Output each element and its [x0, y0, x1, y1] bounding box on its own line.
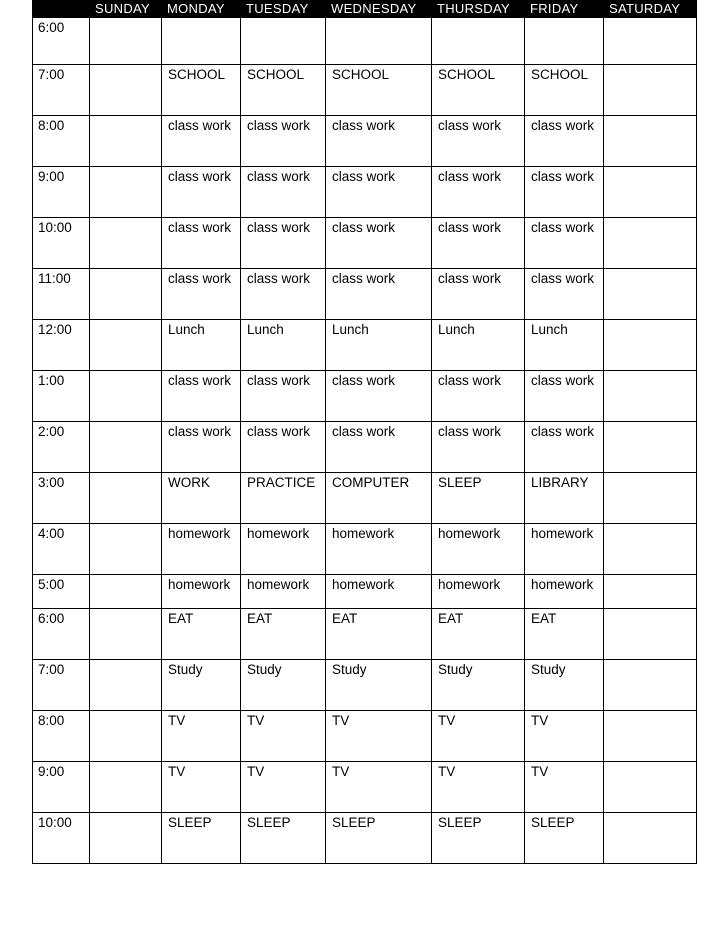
- schedule-cell: Lunch: [432, 320, 525, 371]
- schedule-cell: [604, 524, 697, 575]
- schedule-cell: class work: [432, 422, 525, 473]
- schedule-cell: PRACTICE: [241, 473, 326, 524]
- schedule-cell: TV: [525, 711, 604, 762]
- schedule-cell: [604, 711, 697, 762]
- schedule-cell: [604, 320, 697, 371]
- time-slot-label: 7:00: [33, 65, 90, 116]
- schedule-cell: EAT: [241, 609, 326, 660]
- schedule-cell: [90, 167, 162, 218]
- schedule-cell: TV: [525, 762, 604, 813]
- schedule-header: [33, 1, 697, 18]
- schedule-row: [33, 473, 697, 524]
- header-day: FRIDAY: [525, 1, 604, 18]
- schedule-cell: homework: [162, 524, 241, 575]
- header-row: [33, 1, 697, 18]
- schedule-cell: TV: [241, 711, 326, 762]
- schedule-cell: [90, 65, 162, 116]
- schedule-row: [33, 422, 697, 473]
- schedule-row: [33, 575, 697, 609]
- schedule-row: [33, 18, 697, 65]
- schedule-cell: class work: [241, 371, 326, 422]
- schedule-cell: [90, 320, 162, 371]
- schedule-cell: COMPUTER: [326, 473, 432, 524]
- header-day: MONDAY: [162, 1, 241, 18]
- time-slot-label: 1:00: [33, 371, 90, 422]
- schedule-cell: TV: [162, 762, 241, 813]
- time-slot-label: 6:00: [33, 609, 90, 660]
- schedule-cell: [162, 18, 241, 65]
- schedule-cell: Study: [162, 660, 241, 711]
- schedule-cell: TV: [432, 762, 525, 813]
- schedule-cell: TV: [432, 711, 525, 762]
- schedule-cell: class work: [162, 422, 241, 473]
- schedule-cell: class work: [162, 218, 241, 269]
- schedule-cell: SLEEP: [326, 813, 432, 864]
- schedule-cell: class work: [326, 218, 432, 269]
- schedule-cell: [90, 762, 162, 813]
- schedule-cell: Lunch: [326, 320, 432, 371]
- schedule-cell: Study: [525, 660, 604, 711]
- schedule-cell: class work: [432, 167, 525, 218]
- schedule-cell: Study: [326, 660, 432, 711]
- schedule-cell: [90, 473, 162, 524]
- schedule-cell: WORK: [162, 473, 241, 524]
- schedule-cell: [90, 218, 162, 269]
- schedule-cell: SCHOOL: [162, 65, 241, 116]
- schedule-row: [33, 711, 697, 762]
- header-day: SUNDAY: [90, 1, 162, 18]
- schedule-cell: class work: [241, 116, 326, 167]
- schedule-cell: class work: [162, 116, 241, 167]
- schedule-cell: [604, 422, 697, 473]
- schedule-cell: class work: [432, 371, 525, 422]
- schedule-cell: [90, 524, 162, 575]
- schedule-cell: SCHOOL: [525, 65, 604, 116]
- schedule-cell: [90, 116, 162, 167]
- schedule-cell: [90, 269, 162, 320]
- schedule-cell: class work: [241, 167, 326, 218]
- schedule-cell: class work: [326, 422, 432, 473]
- schedule-cell: class work: [525, 422, 604, 473]
- schedule-cell: [604, 609, 697, 660]
- schedule-cell: homework: [525, 575, 604, 609]
- schedule-cell: Lunch: [241, 320, 326, 371]
- schedule-cell: SCHOOL: [241, 65, 326, 116]
- schedule-cell: homework: [241, 575, 326, 609]
- schedule-cell: [604, 18, 697, 65]
- schedule-cell: [604, 116, 697, 167]
- schedule-cell: SLEEP: [432, 473, 525, 524]
- schedule-cell: EAT: [162, 609, 241, 660]
- schedule-cell: [90, 371, 162, 422]
- schedule-cell: [90, 711, 162, 762]
- time-slot-label: 10:00: [33, 813, 90, 864]
- schedule-row: [33, 813, 697, 864]
- schedule-cell: [90, 18, 162, 65]
- schedule-cell: class work: [525, 371, 604, 422]
- schedule-cell: class work: [432, 218, 525, 269]
- schedule-cell: class work: [432, 116, 525, 167]
- time-slot-label: 12:00: [33, 320, 90, 371]
- time-slot-label: 7:00: [33, 660, 90, 711]
- schedule-cell: [604, 371, 697, 422]
- schedule-cell: [326, 18, 432, 65]
- schedule-cell: [604, 269, 697, 320]
- time-slot-label: 4:00: [33, 524, 90, 575]
- time-slot-label: 2:00: [33, 422, 90, 473]
- schedule-cell: class work: [241, 269, 326, 320]
- time-slot-label: 5:00: [33, 575, 90, 609]
- schedule-cell: class work: [525, 269, 604, 320]
- schedule-cell: [90, 422, 162, 473]
- schedule-cell: [604, 762, 697, 813]
- schedule-cell: Study: [241, 660, 326, 711]
- schedule-body: [33, 18, 697, 864]
- time-slot-label: 8:00: [33, 116, 90, 167]
- schedule-cell: Lunch: [525, 320, 604, 371]
- schedule-cell: class work: [162, 167, 241, 218]
- schedule-cell: [90, 660, 162, 711]
- schedule-cell: class work: [162, 269, 241, 320]
- schedule-cell: EAT: [525, 609, 604, 660]
- schedule-cell: homework: [326, 575, 432, 609]
- schedule-cell: class work: [241, 422, 326, 473]
- schedule-cell: [432, 18, 525, 65]
- schedule-row: [33, 609, 697, 660]
- schedule-cell: class work: [525, 218, 604, 269]
- schedule-cell: class work: [525, 167, 604, 218]
- header-day: SATURDAY: [604, 1, 697, 18]
- schedule-cell: [604, 575, 697, 609]
- time-slot-label: 9:00: [33, 762, 90, 813]
- schedule-cell: [241, 18, 326, 65]
- schedule-row: [33, 65, 697, 116]
- schedule-cell: [604, 65, 697, 116]
- schedule-cell: homework: [241, 524, 326, 575]
- schedule-row: [33, 269, 697, 320]
- schedule-cell: SCHOOL: [432, 65, 525, 116]
- schedule-row: [33, 167, 697, 218]
- schedule-cell: class work: [525, 116, 604, 167]
- schedule-cell: class work: [432, 269, 525, 320]
- schedule-cell: homework: [525, 524, 604, 575]
- schedule-row: [33, 320, 697, 371]
- schedule-cell: class work: [326, 371, 432, 422]
- schedule-cell: SLEEP: [525, 813, 604, 864]
- schedule-cell: class work: [162, 371, 241, 422]
- time-slot-label: 6:00: [33, 18, 90, 65]
- schedule-row: [33, 660, 697, 711]
- schedule-cell: homework: [432, 575, 525, 609]
- schedule-row: [33, 524, 697, 575]
- schedule-cell: [90, 609, 162, 660]
- header-day: WEDNESDAY: [326, 1, 432, 18]
- schedule-cell: [604, 218, 697, 269]
- header-day: TUESDAY: [241, 1, 326, 18]
- schedule-cell: homework: [162, 575, 241, 609]
- header-day: THURSDAY: [432, 1, 525, 18]
- schedule-cell: Lunch: [162, 320, 241, 371]
- schedule-cell: TV: [326, 762, 432, 813]
- header-corner: [33, 1, 90, 18]
- schedule-cell: homework: [432, 524, 525, 575]
- schedule-cell: class work: [326, 269, 432, 320]
- schedule-cell: TV: [326, 711, 432, 762]
- schedule-row: [33, 371, 697, 422]
- schedule-cell: [90, 575, 162, 609]
- schedule-row: [33, 218, 697, 269]
- schedule-cell: homework: [326, 524, 432, 575]
- schedule-cell: EAT: [432, 609, 525, 660]
- schedule-cell: class work: [326, 167, 432, 218]
- schedule-cell: SCHOOL: [326, 65, 432, 116]
- schedule-cell: LIBRARY: [525, 473, 604, 524]
- schedule-row: [33, 116, 697, 167]
- time-slot-label: 11:00: [33, 269, 90, 320]
- schedule-cell: [604, 167, 697, 218]
- schedule-cell: SLEEP: [162, 813, 241, 864]
- time-slot-label: 9:00: [33, 167, 90, 218]
- weekly-schedule-table: [32, 0, 697, 864]
- schedule-cell: SLEEP: [432, 813, 525, 864]
- schedule-cell: Study: [432, 660, 525, 711]
- schedule-cell: class work: [326, 116, 432, 167]
- time-slot-label: 8:00: [33, 711, 90, 762]
- schedule-cell: [604, 473, 697, 524]
- schedule-cell: TV: [162, 711, 241, 762]
- schedule-cell: [604, 660, 697, 711]
- schedule-cell: SLEEP: [241, 813, 326, 864]
- schedule-cell: TV: [241, 762, 326, 813]
- schedule-cell: [525, 18, 604, 65]
- time-slot-label: 3:00: [33, 473, 90, 524]
- schedule-cell: EAT: [326, 609, 432, 660]
- schedule-cell: [604, 813, 697, 864]
- time-slot-label: 10:00: [33, 218, 90, 269]
- schedule-row: [33, 762, 697, 813]
- schedule-cell: [90, 813, 162, 864]
- schedule-cell: class work: [241, 218, 326, 269]
